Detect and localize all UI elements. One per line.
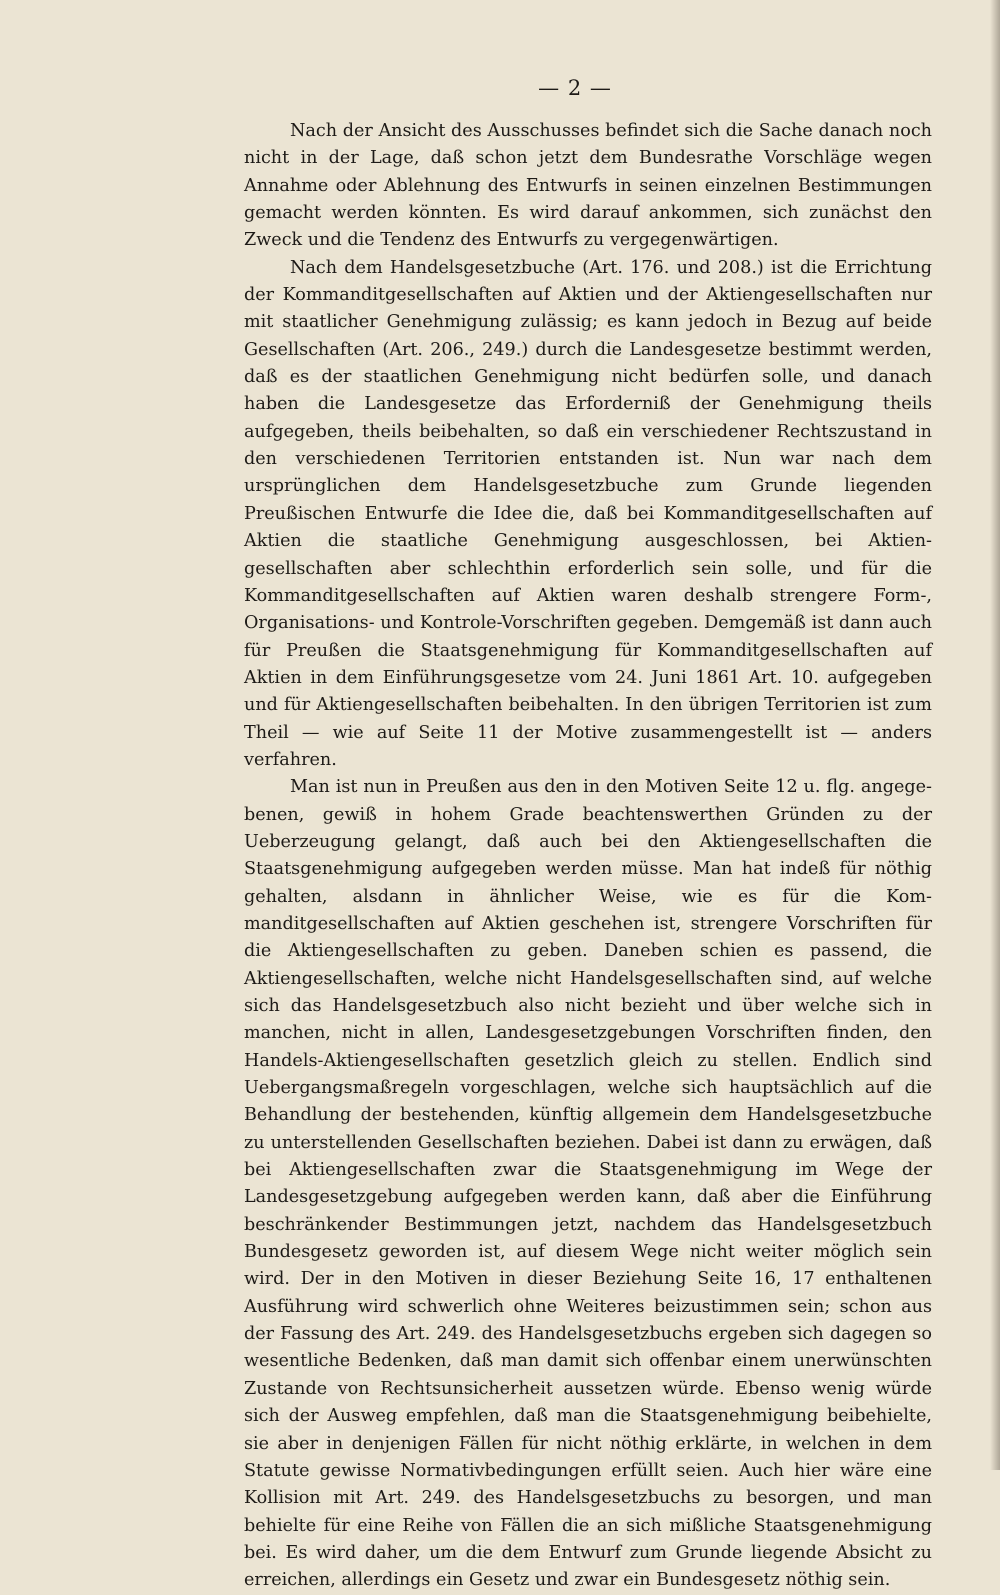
paragraph: Nach dem Handelsgesetzbuche (Art. 176. und 208.) ist die Errichtung der Kommanditgesellschaften auf Aktien und der Aktiengesellschaften nur mit staatlicher Genehmigung zulässig; es kann jedoch in Bezug auf beide Gesellschaften (Art. 206., 249.) durch die Landesgesetze bestimmt werden, daß es der staatlichen Genehmigung nicht bedürfen solle, und danach haben die Landesgesetze das Erforderniß der Genehmigung theils aufgegeben, theils beibehalten, so daß ein verschiedener Rechtszustand in den verschiedenen Territorien entstanden ist. Nun war nach dem ursprünglichen dem Handelsgesetzbuche zum Grunde liegenden Preußischen Entwurfe die Idee die, daß bei Kommanditgesellschaften auf Aktien die staatliche Genehmigung ausgeschlossen, bei Aktiengesellschaften aber schlechthin erforderlich sein solle, und für die Kommanditgesellschaften auf Aktien waren deshalb strengere Form-, Organisations- und Kontrole-Vorschriften gegeben. Demgemäß ist dann auch für Preußen die Staatsgenehmigung für Kommanditgesellschaften auf Aktien in dem Einführungsgesetze vom 24. Juni 1861 Art. 10. aufgegeben und für Aktiengesellschaften beibehalten. In den übrigen Territorien ist zum Theil — wie auf Seite 11 der Motive zusammengestellt ist — anders verfahren.	[244, 257, 932, 770]
page-edge-shadow	[990, 0, 1000, 1470]
page-number: — 2 —	[538, 76, 612, 100]
paragraph: Man ist nun in Preußen aus den in den Motiven Seite 12 u. flg. angegebenen, gewiß in hohem Grade beachtenswerthen Gründen zu der Ueberzeugung gelangt, daß auch bei den Aktiengesellschaften die Staatsgenehmigung aufgegeben werden müsse. Man hat indeß für nöthig gehalten, alsdann in ähnlicher Weise, wie es für die Kommanditgesellschaften auf Aktien geschehen ist, strengere Vorschriften für die Aktiengesellschaften zu geben. Daneben schien es passend, die Aktiengesellschaften, welche nicht Handelsgesellschaften sind, auf welche sich das Handelsgesetzbuch also nicht bezieht und über welche sich in manchen, nicht in allen, Landesgesetzgebungen Vorschriften finden, den Handels-Aktiengesellschaften gesetzlich gleich zu stellen. Endlich sind Uebergangsmaßregeln vorgeschlagen, welche sich hauptsächlich auf die Behandlung der bestehenden, künftig allgemein dem Handelsgesetzbuche zu unterstellenden Gesellschaften beziehen. Dabei ist dann zu erwägen, daß bei Aktiengesellschaften zwar die Staatsgenehmigung im Wege der Landesgesetzgebung aufgegeben werden kann, daß aber die Einführung beschränkender Bestimmungen jetzt, nachdem das Handelsgesetzbuch Bundesgesetz geworden ist, auf diesem Wege nicht weiter möglich sein wird. Der in den Motiven in dieser Beziehung Seite 16, 17 enthaltenen Ausführung wird schwerlich ohne Weiteres beizustimmen sein; schon aus der Fassung des Art. 249. des Handelsgesetzbuchs ergeben sich dagegen so wesentliche Bedenken, daß man damit sich offenbar einem unerwünschten Zustande von Rechtsunsicherheit aussetzen würde. Ebenso wenig würde sich der Ausweg empfehlen, daß man die Staatsgenehmigung beibehielte, sie aber in denjenigen Fällen für nicht nöthig erklärte, in welchen in dem Statute gewisse Normativbedingungen erfüllt seien. Auch hier wäre eine Kollision mit Art. 249. des Handelsgesetzbuchs zu besorgen, und man behielte für eine Reihe von Fällen die an sich mißliche Staatsgenehmigung bei. Es wird daher, um die dem Entwurf zum Grunde liegende Absicht zu erreichen, allerdings ein Gesetz und zwar ein Bundesgesetz nöthig sein.	[244, 777, 932, 1591]
paragraph: Nach der Ansicht des Ausschusses befindet sich die Sache danach noch nicht in der Lage, daß schon jetzt dem Bundesrathe Vorschläge wegen Annahme oder Ablehnung des Entwurfs in seinen einzelnen Bestimmungen gemacht werden könnten. Es wird darauf ankommen, sich zunächst den Zweck und die Tendenz des Entwurfs zu vergegenwärtigen.	[244, 121, 932, 251]
body-text	[244, 118, 932, 1595]
